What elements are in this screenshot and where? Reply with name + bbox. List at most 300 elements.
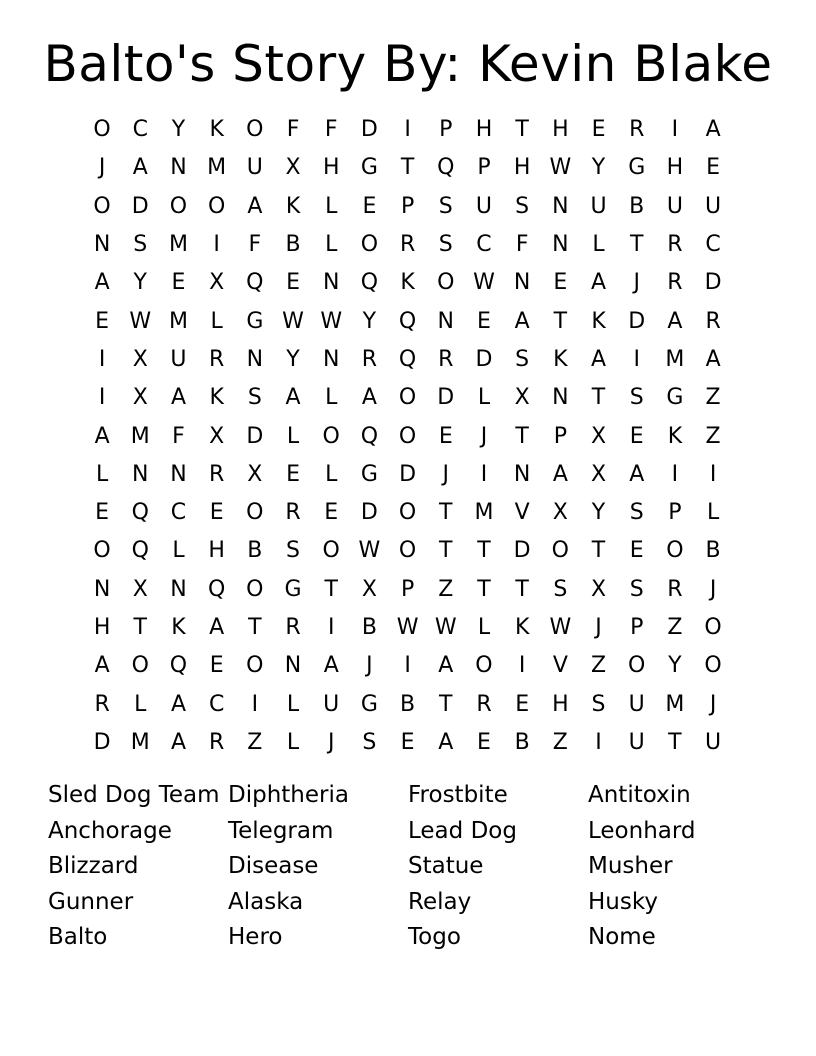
grid-letter: N: [246, 346, 264, 372]
grid-letter: R: [705, 308, 721, 334]
grid-letter: X: [247, 461, 263, 487]
grid-letter: I: [671, 117, 679, 143]
grid-letter: Y: [171, 117, 186, 143]
grid-letter: I: [404, 117, 411, 143]
grid-letter: A: [705, 346, 721, 372]
grid-letter: A: [285, 385, 301, 411]
grid-letter: T: [324, 576, 338, 602]
grid-letter: S: [438, 232, 453, 258]
grid-row: [83, 417, 733, 455]
grid-row: [83, 302, 733, 340]
grid-letter: R: [667, 232, 683, 258]
grid-letter: D: [360, 500, 378, 526]
word-list-item: Musher: [588, 853, 673, 880]
grid-letter: S: [286, 538, 301, 564]
grid-letter: I: [404, 653, 411, 679]
grid-letter: O: [360, 232, 379, 258]
grid-letter: Q: [398, 346, 417, 372]
grid-letter: S: [362, 729, 377, 755]
grid-letter: S: [553, 576, 568, 602]
grid-letter: H: [208, 538, 225, 564]
grid-letter: N: [437, 308, 455, 334]
grid-letter: O: [704, 615, 722, 640]
word-list: [48, 778, 768, 956]
grid-letter: L: [325, 232, 338, 258]
grid-letter: O: [322, 538, 340, 564]
grid-letter: D: [513, 538, 531, 564]
grid-letter: T: [439, 538, 453, 564]
grid-letter: M: [665, 346, 685, 372]
grid-letter: T: [515, 423, 529, 449]
grid-letter: S: [629, 385, 644, 411]
grid-letter: B: [629, 193, 645, 219]
grid-letter: R: [209, 729, 225, 755]
grid-letter: X: [209, 423, 225, 449]
word-list-item: Alaska: [228, 888, 304, 915]
grid-letter: L: [477, 385, 491, 411]
grid-letter: I: [98, 346, 106, 372]
grid-letter: U: [170, 346, 187, 372]
grid-letter: A: [438, 653, 454, 679]
grid-letter: P: [477, 155, 491, 181]
grid-letter: M: [474, 500, 494, 526]
grid-letter: Y: [362, 308, 377, 334]
grid-letter: T: [515, 576, 529, 602]
word-list-item: Leonhard: [588, 817, 696, 844]
grid-letter: E: [553, 270, 568, 296]
grid-letter: W: [320, 308, 343, 334]
grid-letter: H: [475, 117, 493, 143]
grid-letter: W: [549, 615, 572, 640]
grid-letter: X: [132, 576, 148, 602]
grid-letter: X: [361, 576, 377, 602]
grid-letter: N: [322, 346, 340, 372]
grid-letter: D: [704, 270, 722, 296]
grid-letter: Q: [169, 653, 188, 679]
grid-letter: R: [361, 346, 378, 372]
grid-letter: M: [130, 729, 150, 755]
grid-letter: J: [442, 461, 450, 487]
grid-letter: F: [248, 232, 262, 258]
grid-letter: E: [591, 117, 606, 143]
grid-letter: E: [515, 691, 530, 717]
grid-letter: H: [93, 615, 111, 640]
grid-row: [83, 379, 733, 417]
grid-letter: G: [628, 155, 646, 181]
word-list-item: Gunner: [48, 888, 134, 915]
grid-letter: Q: [246, 270, 264, 296]
grid-letter: P: [668, 500, 682, 526]
grid-letter: L: [134, 691, 147, 717]
grid-letter: W: [434, 615, 457, 640]
grid-letter: K: [553, 346, 568, 372]
grid-letter: E: [95, 500, 110, 526]
word-list-item: Lead Dog: [408, 817, 517, 844]
grid-letter: L: [286, 691, 300, 717]
grid-letter: J: [709, 691, 717, 717]
grid-letter: Z: [705, 423, 721, 449]
grid-letter: N: [93, 232, 111, 258]
grid-row: [83, 188, 733, 226]
grid-letter: E: [629, 538, 644, 564]
grid-letter: U: [246, 155, 263, 181]
grid-row: [83, 609, 733, 647]
grid-letter: L: [325, 193, 338, 219]
grid-letter: O: [628, 653, 646, 679]
grid-letter: R: [667, 576, 683, 602]
word-list-item: Diphtheria: [228, 782, 349, 808]
grid-row: [83, 111, 733, 149]
grid-letter: D: [399, 461, 417, 487]
grid-letter: R: [285, 500, 301, 526]
grid-letter: O: [551, 538, 569, 564]
grid-letter: O: [475, 653, 493, 679]
grid-letter: U: [628, 729, 645, 755]
grid-letter: N: [132, 461, 149, 487]
grid-letter: F: [286, 117, 300, 143]
grid-letter: S: [133, 232, 148, 258]
grid-letter: K: [209, 385, 224, 411]
grid-letter: U: [628, 691, 645, 717]
grid-letter: H: [552, 117, 569, 143]
grid-letter: E: [286, 270, 300, 296]
grid-letter: X: [590, 461, 607, 487]
grid-letter: O: [246, 576, 264, 602]
grid-letter: D: [628, 308, 646, 334]
grid-letter: O: [93, 117, 111, 143]
grid-letter: C: [132, 117, 148, 143]
word-list-item: Togo: [408, 924, 461, 951]
grid-letter: Q: [398, 308, 417, 334]
grid-row: [83, 571, 733, 609]
grid-letter: K: [667, 423, 683, 449]
grid-letter: V: [514, 500, 530, 526]
grid-letter: O: [93, 193, 111, 219]
word-list-item: Telegram: [228, 817, 334, 844]
grid-letter: X: [209, 270, 225, 296]
grid-letter: K: [400, 270, 415, 296]
word-list-item: Antitoxin: [588, 782, 691, 808]
grid-letter: D: [131, 193, 149, 219]
grid-row: [83, 149, 733, 187]
grid-letter: A: [591, 270, 607, 296]
grid-letter: J: [98, 155, 106, 181]
grid-letter: A: [170, 729, 186, 755]
grid-letter: T: [439, 691, 453, 717]
grid-letter: O: [131, 653, 149, 679]
grid-letter: B: [705, 538, 721, 564]
grid-letter: T: [248, 615, 262, 640]
grid-letter: D: [437, 385, 455, 411]
grid-letter: R: [667, 270, 683, 296]
grid-letter: O: [93, 538, 111, 564]
grid-letter: I: [671, 461, 679, 487]
grid-letter: I: [518, 653, 526, 679]
word-list-item: Frostbite: [408, 782, 508, 808]
grid-letter: H: [513, 155, 531, 181]
grid-letter: M: [130, 423, 150, 449]
grid-letter: G: [666, 385, 684, 411]
grid-letter: K: [285, 193, 301, 219]
grid-letter: Q: [360, 423, 379, 449]
grid-letter: R: [285, 615, 301, 640]
grid-letter: L: [706, 500, 720, 526]
grid-letter: Z: [438, 576, 454, 602]
grid-letter: E: [324, 500, 339, 526]
grid-letter: H: [322, 155, 340, 181]
grid-letter: T: [477, 576, 491, 602]
grid-letter: E: [400, 729, 415, 755]
grid-letter: O: [398, 423, 417, 449]
grid-letter: C: [208, 691, 225, 717]
grid-letter: N: [93, 576, 111, 602]
page-title: Balto's Story By: Kevin Blake: [43, 35, 773, 93]
grid-letter: J: [366, 653, 373, 679]
grid-letter: A: [438, 729, 454, 755]
grid-letter: Q: [360, 270, 379, 296]
grid-letter: J: [480, 423, 488, 449]
grid-letter: D: [360, 117, 378, 143]
grid-letter: F: [172, 423, 185, 449]
grid-letter: A: [629, 461, 645, 487]
grid-row: [83, 226, 733, 264]
grid-letter: N: [513, 270, 531, 296]
grid-letter: K: [171, 615, 186, 640]
grid-row: [83, 532, 733, 570]
grid-letter: W: [396, 615, 419, 640]
grid-letter: Y: [591, 155, 606, 181]
grid-letter: X: [132, 385, 148, 411]
grid-letter: B: [247, 538, 263, 564]
grid-letter: U: [705, 729, 722, 755]
grid-letter: S: [438, 193, 453, 219]
grid-letter: G: [360, 155, 378, 181]
grid-letter: U: [475, 193, 493, 219]
grid-letter: N: [284, 653, 302, 679]
grid-letter: A: [94, 270, 110, 296]
grid-letter: L: [210, 308, 223, 334]
grid-letter: P: [439, 117, 453, 143]
grid-letter: E: [95, 308, 110, 334]
grid-letter: T: [400, 155, 415, 181]
grid-letter: L: [172, 538, 185, 564]
grid-letter: L: [286, 423, 300, 449]
grid-letter: I: [709, 461, 717, 487]
grid-letter: G: [284, 576, 302, 602]
grid-letter: W: [358, 538, 381, 564]
word-list-item: Statue: [408, 853, 484, 880]
grid-letter: A: [94, 653, 110, 679]
grid-letter: Q: [131, 500, 149, 526]
grid-letter: D: [246, 423, 264, 449]
grid-letter: J: [327, 729, 335, 755]
grid-letter: A: [209, 615, 225, 640]
grid-letter: E: [477, 308, 491, 334]
grid-letter: A: [170, 385, 186, 411]
grid-letter: I: [251, 691, 259, 717]
grid-letter: A: [361, 385, 377, 411]
grid-letter: N: [322, 270, 340, 296]
grid-row: [83, 494, 733, 532]
grid-letter: W: [282, 308, 304, 334]
grid-letter: L: [286, 729, 300, 755]
grid-letter: P: [400, 576, 415, 602]
grid-letter: O: [437, 270, 455, 296]
grid-letter: S: [515, 193, 530, 219]
grid-letter: S: [629, 500, 644, 526]
grid-letter: U: [666, 193, 683, 219]
grid-letter: E: [706, 155, 721, 181]
grid-letter: X: [514, 385, 530, 411]
grid-row: [83, 341, 733, 379]
grid-letter: E: [286, 461, 300, 487]
grid-letter: X: [552, 500, 568, 526]
grid-letter: W: [129, 308, 152, 334]
grid-letter: T: [439, 500, 453, 526]
grid-letter: K: [209, 117, 224, 143]
grid-letter: V: [552, 653, 568, 679]
grid-letter: J: [709, 576, 717, 602]
grid-letter: A: [323, 653, 339, 679]
grid-letter: D: [93, 729, 111, 755]
grid-letter: Y: [286, 346, 300, 372]
word-search-grid: [83, 111, 733, 762]
grid-letter: X: [590, 576, 607, 602]
grid-letter: B: [361, 615, 377, 640]
grid-letter: O: [398, 500, 417, 526]
grid-letter: T: [133, 615, 147, 640]
grid-letter: E: [362, 193, 377, 219]
grid-letter: D: [475, 346, 493, 372]
grid-letter: H: [666, 155, 684, 181]
grid-letter: N: [552, 193, 569, 219]
grid-letter: O: [704, 653, 722, 679]
grid-letter: O: [398, 538, 417, 564]
grid-letter: O: [207, 193, 226, 219]
word-list-item: Hero: [228, 924, 283, 951]
grid-letter: T: [668, 729, 682, 755]
grid-letter: I: [633, 346, 640, 372]
grid-letter: O: [246, 117, 264, 143]
grid-letter: M: [168, 308, 188, 334]
grid-letter: T: [591, 385, 606, 411]
grid-letter: G: [246, 308, 264, 334]
grid-letter: I: [98, 385, 106, 411]
grid-letter: O: [666, 538, 684, 564]
word-list-item: Nome: [588, 924, 656, 951]
grid-letter: H: [552, 691, 569, 717]
grid-letter: E: [629, 423, 644, 449]
grid-letter: X: [590, 423, 607, 449]
grid-letter: G: [360, 691, 378, 717]
grid-letter: K: [514, 615, 530, 640]
grid-letter: O: [246, 653, 264, 679]
grid-letter: X: [285, 155, 301, 181]
grid-letter: Z: [552, 729, 568, 755]
word-list-item: Relay: [408, 888, 472, 915]
grid-letter: T: [477, 538, 491, 564]
word-list-item: Anchorage: [48, 817, 172, 844]
grid-letter: O: [246, 500, 264, 526]
grid-letter: Y: [133, 270, 147, 296]
grid-letter: N: [170, 461, 187, 487]
word-list-item: Sled Dog Team: [48, 782, 220, 808]
grid-letter: J: [595, 615, 602, 640]
word-list-item: Disease: [228, 853, 319, 880]
grid-row: [83, 724, 733, 762]
grid-letter: S: [591, 691, 606, 717]
grid-letter: P: [630, 615, 644, 640]
grid-letter: T: [629, 232, 644, 258]
grid-letter: R: [476, 691, 492, 717]
grid-letter: F: [324, 117, 338, 143]
grid-letter: P: [553, 423, 567, 449]
grid-letter: L: [325, 461, 338, 487]
grid-letter: F: [515, 232, 529, 258]
grid-letter: B: [514, 729, 530, 755]
grid-letter: C: [170, 500, 187, 526]
grid-letter: A: [514, 308, 530, 334]
grid-letter: E: [209, 500, 224, 526]
grid-letter: O: [169, 193, 188, 219]
grid-letter: S: [515, 346, 530, 372]
grid-letter: T: [591, 538, 606, 564]
grid-letter: I: [595, 729, 602, 755]
grid-letter: S: [629, 576, 644, 602]
grid-letter: B: [400, 691, 416, 717]
grid-letter: N: [552, 232, 569, 258]
word-list-item: Blizzard: [48, 853, 139, 880]
grid-letter: Y: [591, 500, 606, 526]
grid-letter: E: [171, 270, 186, 296]
grid-letter: I: [327, 615, 335, 640]
grid-letter: R: [209, 346, 225, 372]
grid-letter: R: [399, 232, 416, 258]
grid-letter: Q: [207, 576, 226, 602]
grid-letter: A: [705, 117, 721, 143]
grid-letter: E: [438, 423, 453, 449]
grid-letter: W: [473, 270, 495, 296]
grid-letter: E: [477, 729, 491, 755]
grid-letter: L: [95, 461, 109, 487]
grid-letter: Z: [247, 729, 263, 755]
grid-letter: I: [480, 461, 488, 487]
grid-letter: N: [552, 385, 569, 411]
grid-letter: M: [207, 155, 227, 181]
grid-letter: C: [705, 232, 721, 258]
grid-letter: Z: [590, 653, 607, 679]
grid-letter: U: [590, 193, 607, 219]
word-list-item: Balto: [48, 924, 108, 951]
grid-letter: W: [549, 155, 572, 181]
grid-letter: A: [591, 346, 607, 372]
word-list-item: Husky: [588, 888, 658, 915]
grid-row: [83, 685, 733, 723]
grid-letter: N: [513, 461, 531, 487]
grid-letter: R: [629, 117, 645, 143]
grid-letter: X: [132, 346, 148, 372]
grid-letter: Z: [667, 615, 683, 640]
grid-letter: T: [553, 308, 568, 334]
grid-letter: A: [94, 423, 110, 449]
grid-letter: J: [633, 270, 640, 296]
grid-row: [83, 264, 733, 302]
grid-letter: C: [476, 232, 492, 258]
grid-letter: T: [515, 117, 529, 143]
grid-letter: B: [285, 232, 301, 258]
grid-letter: A: [132, 155, 148, 181]
grid-letter: L: [592, 232, 605, 258]
